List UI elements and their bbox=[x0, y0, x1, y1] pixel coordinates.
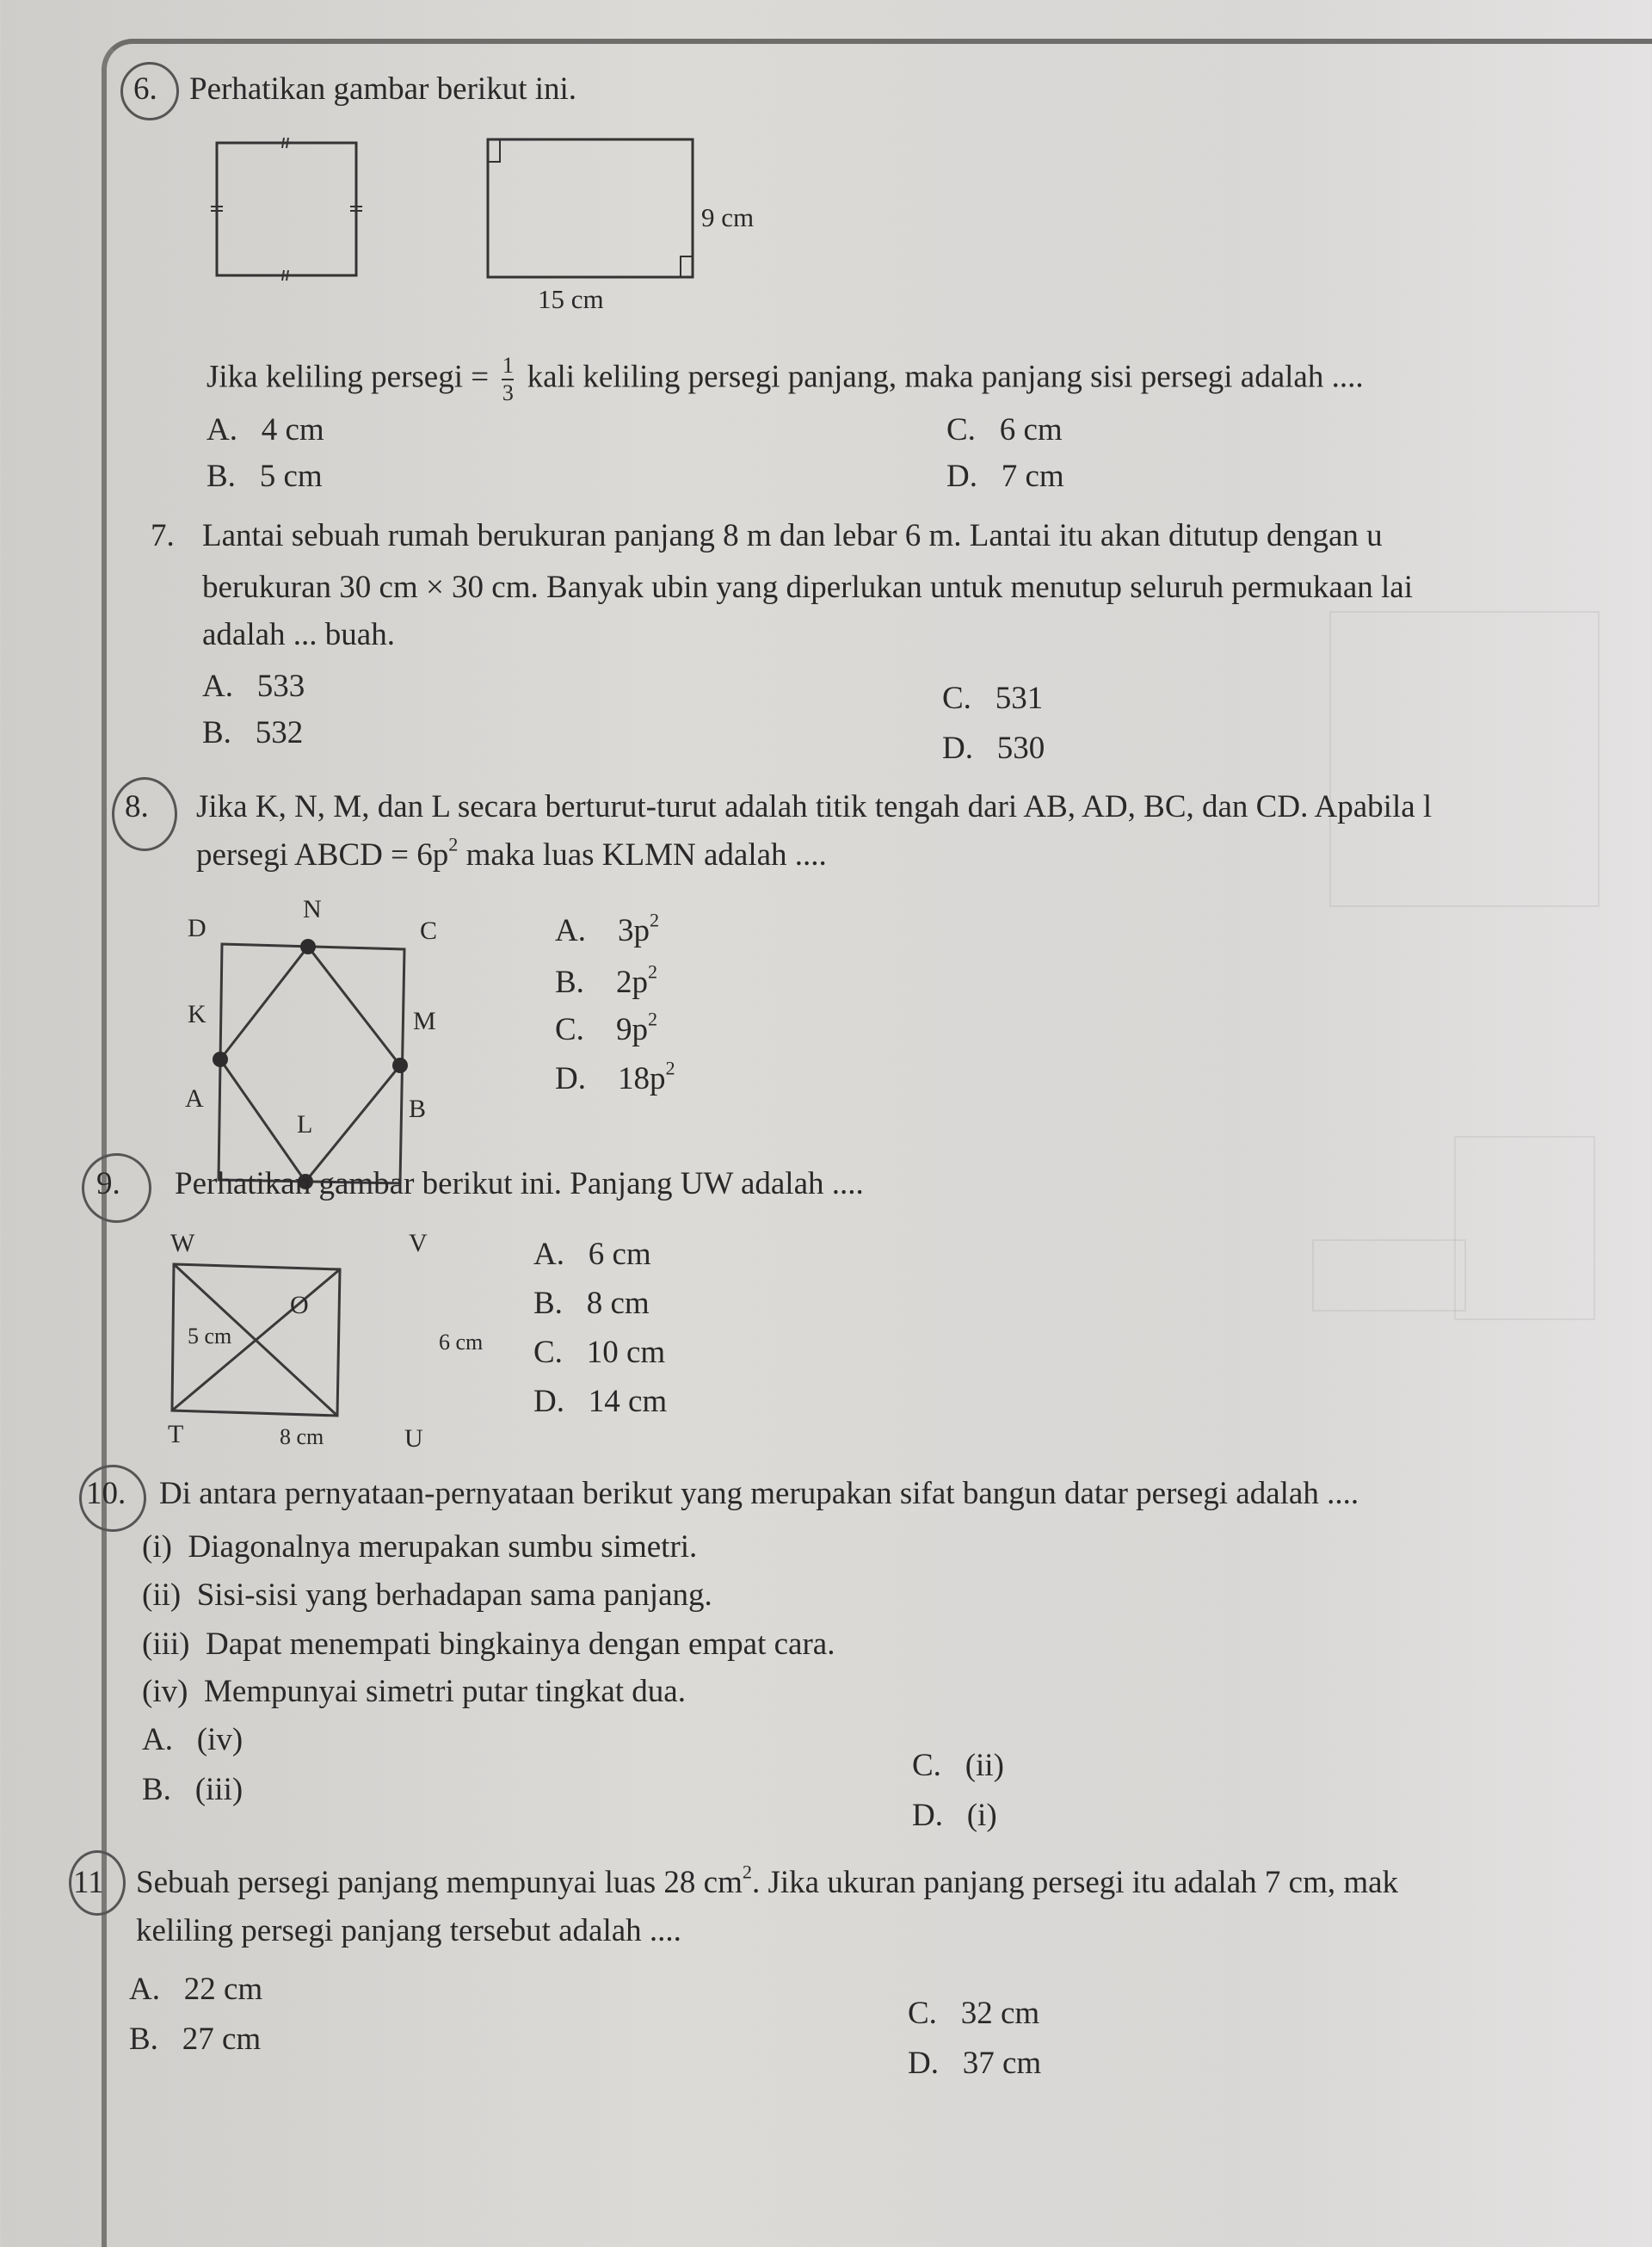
fraction-numerator: 1 bbox=[502, 353, 514, 378]
option-d[interactable]: D. 14 cm bbox=[533, 1384, 668, 1419]
vertex-label-n: N bbox=[303, 895, 322, 923]
option-c[interactable]: C. 32 cm bbox=[908, 1996, 1040, 2031]
bleed-through-figure bbox=[1312, 1239, 1466, 1312]
statement-iii: (iii) Dapat menempati bingkainya dengan empat cara. bbox=[142, 1627, 835, 1662]
vertex-label-v: V bbox=[409, 1229, 428, 1257]
option-d[interactable]: D. 7 cm bbox=[946, 459, 1064, 494]
fraction-one-third bbox=[502, 355, 514, 404]
option-a[interactable]: A. 4 cm bbox=[206, 412, 324, 448]
option-d[interactable]: D. $18p^2$ bbox=[555, 1057, 675, 1096]
question-number: 8. bbox=[125, 789, 149, 824]
option-d[interactable]: D. (i) bbox=[912, 1798, 997, 1833]
option-c[interactable]: C. 531 bbox=[942, 681, 1044, 716]
bleed-through-figure bbox=[1329, 611, 1600, 907]
question-line: adalah ... buah. bbox=[202, 617, 395, 652]
option-d[interactable]: D. 37 cm bbox=[908, 2046, 1042, 2081]
bleed-through-figure bbox=[1454, 1136, 1595, 1320]
question-line: persegi ABCD = $6p^2$ maka luas KLMN adalah .... bbox=[196, 833, 827, 873]
length-label-wo: 5 cm bbox=[188, 1324, 232, 1349]
option-a[interactable]: A. $3p^2$ bbox=[555, 909, 660, 948]
vertex-label-d: D bbox=[188, 914, 206, 942]
option-a[interactable]: A. (iv) bbox=[142, 1722, 243, 1757]
question-number: 11 bbox=[73, 1865, 104, 1900]
option-b[interactable]: B. (iii) bbox=[142, 1772, 243, 1807]
question-stem: Perhatikan gambar berikut ini. Panjang UW adalah .... bbox=[175, 1166, 864, 1201]
length-label-uv: 6 cm bbox=[439, 1330, 484, 1355]
rectangle-height-label: 9 cm bbox=[701, 202, 755, 232]
vertex-label-m: M bbox=[413, 1007, 436, 1035]
vertex-label-t: T bbox=[168, 1420, 184, 1448]
option-b[interactable]: B. 27 cm bbox=[129, 2022, 262, 2057]
statement-ii: (ii) Sisi-sisi yang berhadapan sama panjang. bbox=[142, 1577, 712, 1613]
vertex-label-o: O bbox=[290, 1291, 309, 1319]
vertex-label-c: C bbox=[420, 917, 438, 945]
square-figure bbox=[215, 138, 370, 284]
question-intro: Perhatikan gambar berikut ini. bbox=[189, 71, 577, 107]
square-klmn-figure bbox=[215, 942, 413, 1192]
option-c[interactable]: C. 10 cm bbox=[533, 1335, 666, 1370]
vertex-label-a: A bbox=[185, 1084, 204, 1113]
option-d[interactable]: D. 530 bbox=[942, 731, 1045, 766]
option-c[interactable]: C. (ii) bbox=[912, 1748, 1004, 1783]
statement-iv: (iv) Mempunyai simetri putar tingkat dua. bbox=[142, 1674, 686, 1709]
vertex-label-b: B bbox=[409, 1095, 427, 1123]
vertex-label-w: W bbox=[170, 1229, 195, 1257]
question-line: berukuran 30 cm × 30 cm. Banyak ubin yang diperlukan untuk menutup seluruh permukaan lai bbox=[202, 570, 1413, 605]
length-label-tu: 8 cm bbox=[280, 1424, 324, 1449]
statement-i: (i) Diagonalnya merupakan sumbu simetri. bbox=[142, 1529, 698, 1565]
question-stem bbox=[206, 355, 1364, 404]
rectangle-figure bbox=[486, 138, 693, 284]
question-line: keliling persegi panjang tersebut adalah .... bbox=[136, 1913, 681, 1948]
option-b[interactable]: B. $2p^2$ bbox=[555, 960, 658, 1000]
vertex-label-u: U bbox=[404, 1424, 423, 1453]
fraction-denominator: 3 bbox=[502, 380, 514, 405]
option-a[interactable]: A. 22 cm bbox=[129, 1972, 263, 2007]
stem-text: Jika keliling persegi = bbox=[206, 359, 490, 395]
vertex-label-k: K bbox=[188, 1000, 206, 1028]
question-number: 7. bbox=[151, 518, 175, 553]
option-c[interactable]: C. $9p^2$ bbox=[555, 1008, 658, 1047]
question-line: Lantai sebuah rumah berukuran panjang 8 m dan lebar 6 m. Lantai itu akan ditutup dengan u bbox=[202, 518, 1383, 553]
rectangle-width-label: 15 cm bbox=[538, 284, 604, 314]
vertex-label-l: L bbox=[297, 1110, 313, 1139]
option-b[interactable]: B. 5 cm bbox=[206, 459, 323, 494]
question-number: 10. bbox=[86, 1476, 126, 1511]
question-line: Jika K, N, M, dan L secara berturut-turut adalah titik tengah dari AB, AD, BC, dan CD. Apabila l bbox=[196, 789, 1433, 824]
question-number: 9. bbox=[96, 1166, 120, 1201]
question-stem: Di antara pernyataan-pernyataan berikut yang merupakan sifat bangun datar persegi adalah .... bbox=[159, 1476, 1359, 1511]
question-number: 6. bbox=[133, 71, 157, 107]
question-line: Sebuah persegi panjang mempunyai luas 28 $cm^2$. Jika ukuran panjang persegi itu adalah 7 cm, mak bbox=[136, 1861, 1399, 1900]
option-b[interactable]: B. 8 cm bbox=[533, 1286, 650, 1321]
option-a[interactable]: A. 533 bbox=[202, 669, 305, 704]
option-a[interactable]: A. 6 cm bbox=[533, 1237, 651, 1272]
option-b[interactable]: B. 532 bbox=[202, 715, 304, 750]
stem-text: kali keliling persegi panjang, maka panjang sisi persegi adalah .... bbox=[527, 359, 1364, 395]
option-c[interactable]: C. 6 cm bbox=[946, 412, 1063, 448]
